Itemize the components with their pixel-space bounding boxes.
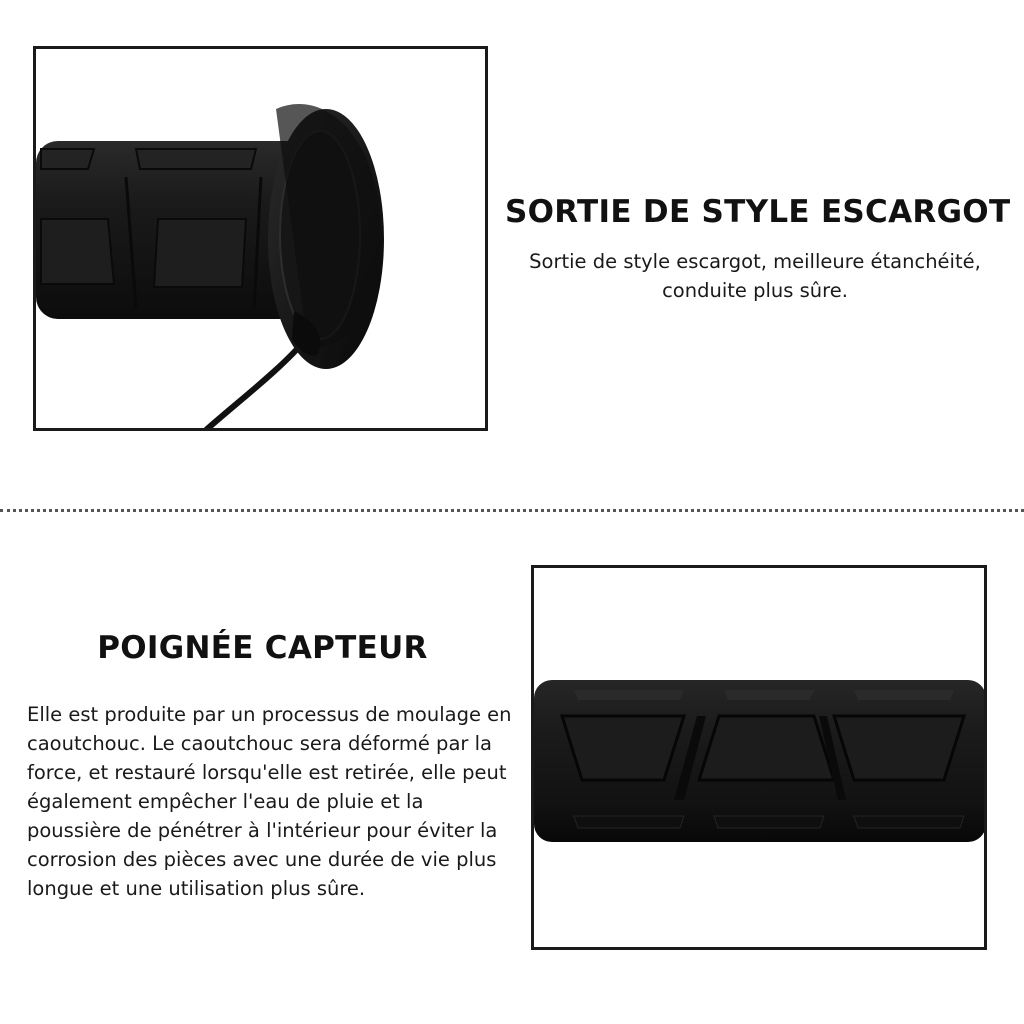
section-description: Sortie de style escargot, meilleure étanchéité, conduite plus sûre. (529, 250, 981, 302)
grip-end-illustration (36, 49, 485, 428)
cable (206, 339, 306, 428)
section-title: SORTIE DE STYLE ESCARGOT (505, 194, 1011, 230)
grip-end-photo (33, 46, 488, 431)
grip-texture-illustration (534, 568, 984, 947)
dotted-divider (0, 509, 1024, 512)
section-description: Elle est produite par un processus de moulage en caoutchouc. Le caoutchouc sera déformé par la force, et restauré lorsqu'elle est retirée, elle peut également empêcher l'eau de pluie et la poussière de pénétrer à l'intérieur pour éviter la corrosion des pièces avec une durée de vie plus longue et une utilisation plus sûre. (27, 703, 512, 900)
section-title: POIGNÉE CAPTEUR (97, 630, 428, 666)
grip-texture-photo (531, 565, 987, 950)
